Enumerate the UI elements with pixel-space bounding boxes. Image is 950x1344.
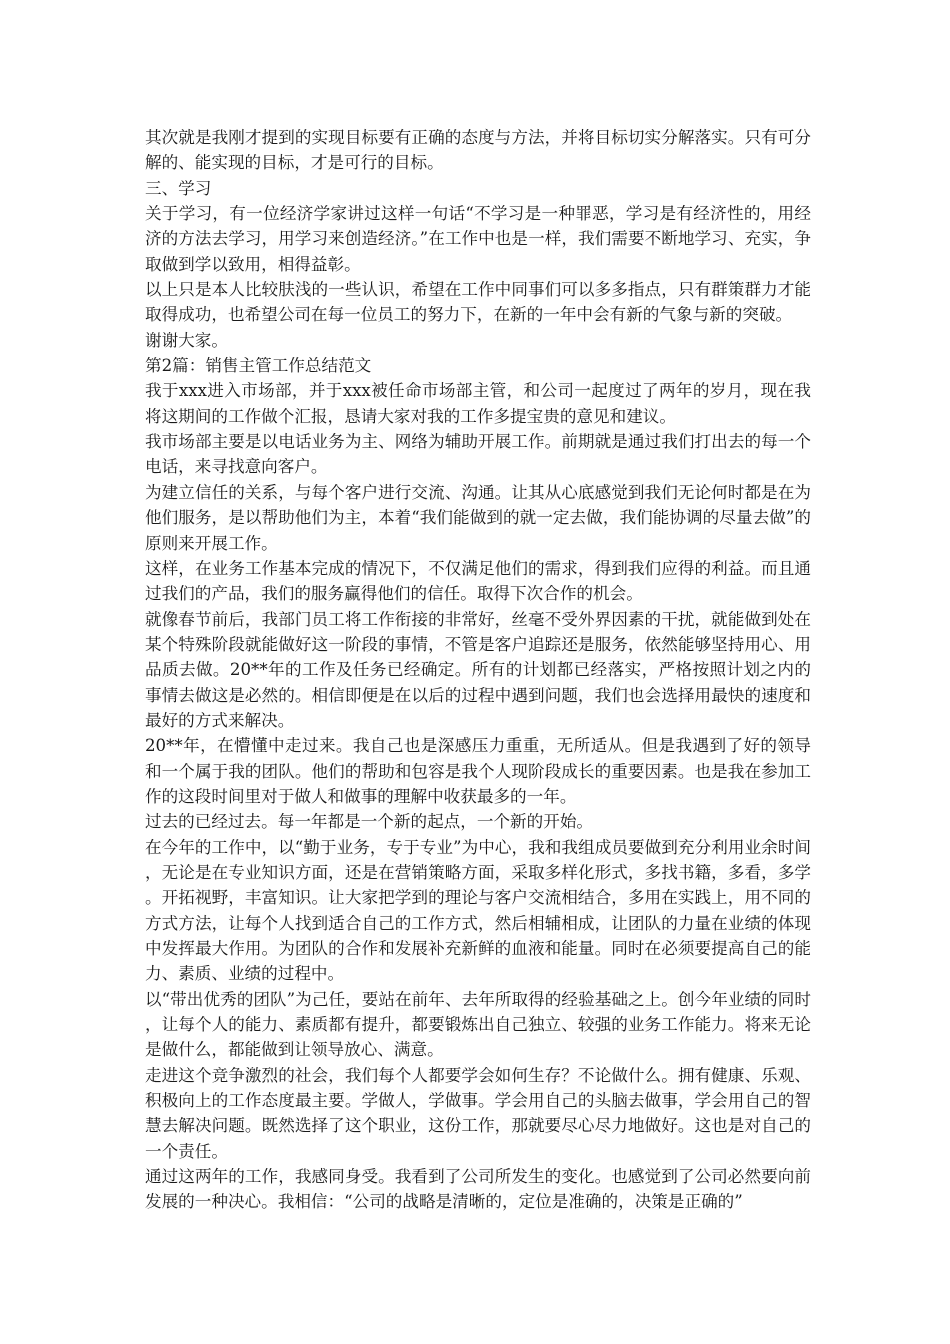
paragraph-phone-business: 我市场部主要是以电话业务为主、网络为辅助开展工作。前期就是通过我们打出去的每一个电话，来寻找意向客户。 [145, 432, 811, 477]
paragraph-competition: 走进这个竞争激烈的社会，我们每个人都要学会如何生存？不论做什么。拥有健康、乐观、积极向上的工作态度最主要。学做人，学做事。学会用自己的头脑去做事，学会用自己的智慧去解决问题。既然选择了这个职业，这份工作，那就要尽心尽力地做好。这也是对自己的一个责任。 [145, 1065, 811, 1161]
paragraph-this-year-plan: 在今年的工作中，以“勤于业务，专于专业”为中心，我和我组成员要做到充分利用业余时间，无论是在专业知识方面，还是在营销策略方面，采取多样化形式，多找书籍，多看，多学。开拓视野，丰富知识。让大家把学到的理论与客户交流相结合，多用在实践上，用不同的方式方法，让每个人找到适合自己的工作方式，然后相辅相成，让团队的力量在业绩的体现中发挥最大作用。为团队的合作和发展补充新鲜的血液和能量。同时在必须要提高自己的能力、素质、业绩的过程中。 [145, 837, 811, 984]
paragraph-business-results: 这样，在业务工作基本完成的情况下，不仅满足他们的需求，得到我们应得的利益。而且通过我们的产品，我们的服务赢得他们的信任。取得下次合作的机会。 [145, 558, 811, 604]
paragraph-closing-remarks: 以上只是本人比较肤浅的一些认识，希望在工作中同事们可以多多指点，只有群策群力才能取得成功，也希望公司在每一位员工的努力下，在新的一年中会有新的气象与新的突破。 [145, 280, 811, 325]
paragraph-two-years: 通过这两年的工作，我感同身受。我看到了公司所发生的变化。也感觉到了公司必然要向前发展的一种决心。我相信：“公司的战略是清晰的，定位是准确的，决策是正确的” [145, 1167, 811, 1212]
paragraph-trust-building: 为建立信任的关系，与每个客户进行交流、沟通。让其从心底感觉到我们无论何时都是在为他们服务，是以帮助他们为主，本着“我们能做到的就一定去做，我们能协调的尽量去做”的原则来开展工作。 [145, 482, 811, 553]
paragraph-intro-report: 我于xxx进入市场部，并于xxx被任命市场部主管，和公司一起度过了两年的岁月，现在我将这期间的工作做个汇报，恳请大家对我的工作多提宝贵的意见和建议。 [145, 381, 811, 426]
paragraph-goal-method: 其次就是我刚才提到的实现目标要有正确的态度与方法，并将目标切实分解落实。只有可分解的、能实现的目标，才是可行的目标。 [145, 128, 811, 173]
article-title-part-2: 第2篇：销售主管工作总结范文 [145, 356, 372, 376]
paragraph-thanks: 谢谢大家。 [145, 330, 228, 350]
paragraph-year-review: 20**年，在懵懂中走过来。我自己也是深感压力重重，无所适从。但是我遇到了好的领导和一个属于我的团队。他们的帮助和包容是我个人现阶段成长的重要因素。也是我在参加工作的这段时间里对于做人和做事的理解中收获最多的一年。 [145, 736, 811, 806]
paragraph-team-goal: 以“带出优秀的团队”为己任，要站在前年、去年所取得的经验基础之上。创今年业绩的同时，让每个人的能力、素质都有提升，都要锻炼出自己独立、较强的业务工作能力。将来无论是做什么，都能做到让领导放心、满意。 [145, 989, 811, 1060]
paragraph-learning-quote: 关于学习，有一位经济学家讲过这样一句话“不学习是一种罪恶，学习是有经济性的，用经济的方法去学习，用学习来创造经济。”在工作中也是一样，我们需要不断地学习、充实，争取做到学以致用，相得益彰。 [145, 204, 811, 274]
section-heading-learning: 三、学习 [145, 178, 212, 198]
document-body [145, 125, 811, 1215]
paragraph-spring-festival: 就像春节前后，我部门员工将工作衔接的非常好，丝毫不受外界因素的干扰，就能做到处在某个特殊阶段就能做好这一阶段的事情，不管是客户追踪还是服务，依然能够坚持用心、用品质去做。20**年的工作及任务已经确定。所有的计划都已经落实，严格按照计划之内的事情去做这是必然的。相信即便是在以后的过程中遇到问题，我们也会选择用最快的速度和最好的方式来解决。 [145, 609, 811, 730]
paragraph-new-start: 过去的已经过去。每一年都是一个新的起点，一个新的开始。 [145, 812, 594, 832]
